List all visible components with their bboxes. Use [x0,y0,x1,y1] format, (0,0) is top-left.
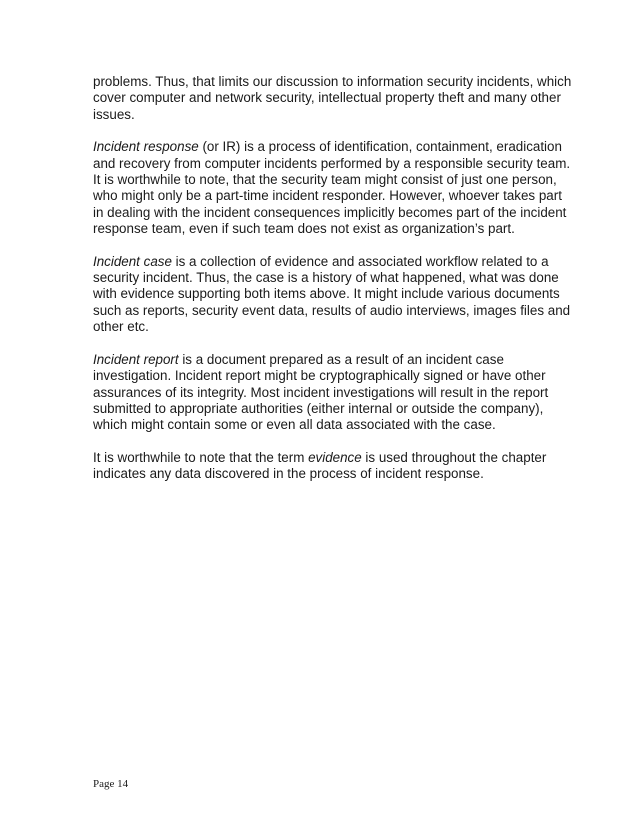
text-line [93,352,553,368]
text-line: cover computer and network security, intellectual property theft and many other [93,90,561,106]
term-incident-case: Incident case [93,253,172,269]
text-line: submitted to appropriate authorities (either internal or outside the company), [93,400,544,416]
text-line: assurances of its integrity. Most incident investigations will result in the report [93,384,549,400]
text-fragment: is a collection of evidence and associated workflow related to a [171,253,549,269]
text-line [93,450,553,466]
text-line [93,254,553,270]
term-incident-report: Incident report [93,351,179,367]
paragraph-incident-case [93,253,571,336]
text-fragment: (or IR) is a process of identification, containment, eradication [198,139,562,155]
text-line: issues. [93,106,135,122]
paragraph-evidence-note [93,450,553,483]
document-body [93,74,572,499]
text-line: response team, even if such team does not exist as organization’s part. [93,221,515,237]
text-line: in dealing with the incident consequences implicitly becomes part of the incident [93,204,567,220]
page-number: Page 14 [93,778,129,790]
text-line: which might contain some or even all data associated with the case. [93,417,496,433]
text-line: problems. Thus, that limits our discussion to information security incidents, which [93,74,572,89]
text-line [93,139,562,155]
term-incident-response: Incident response [93,139,199,155]
text-line: and recovery from computer incidents performed by a responsible security team. [93,155,571,171]
text-line: security incident. Thus, the case is a history of what happened, what was done [93,270,559,286]
paragraph-incident-report [93,352,553,434]
text-line: who might only be a part-time incident responder. However, whoever takes part [93,188,562,204]
text-line: It is worthwhile to note, that the security team might consist of just one person, [93,172,557,188]
text-fragment: is a document prepared as a result of an incident case [178,351,504,367]
paragraph-continuation [93,74,572,123]
text-line: indicates any data discovered in the process of incident response. [93,466,484,482]
term-evidence: evidence [308,449,362,465]
text-line: other etc. [93,319,149,335]
text-line: with evidence supporting both items above. It might include various documents [93,286,560,302]
paragraph-incident-response [93,139,571,237]
text-line: such as reports, security event data, results of audio interviews, images files and [93,302,571,318]
text-line: investigation. Incident report might be cryptographically signed or have other [93,368,546,384]
text-fragment: is used throughout the chapter [361,449,547,465]
text-fragment: It is worthwhile to note that the term [93,449,309,465]
